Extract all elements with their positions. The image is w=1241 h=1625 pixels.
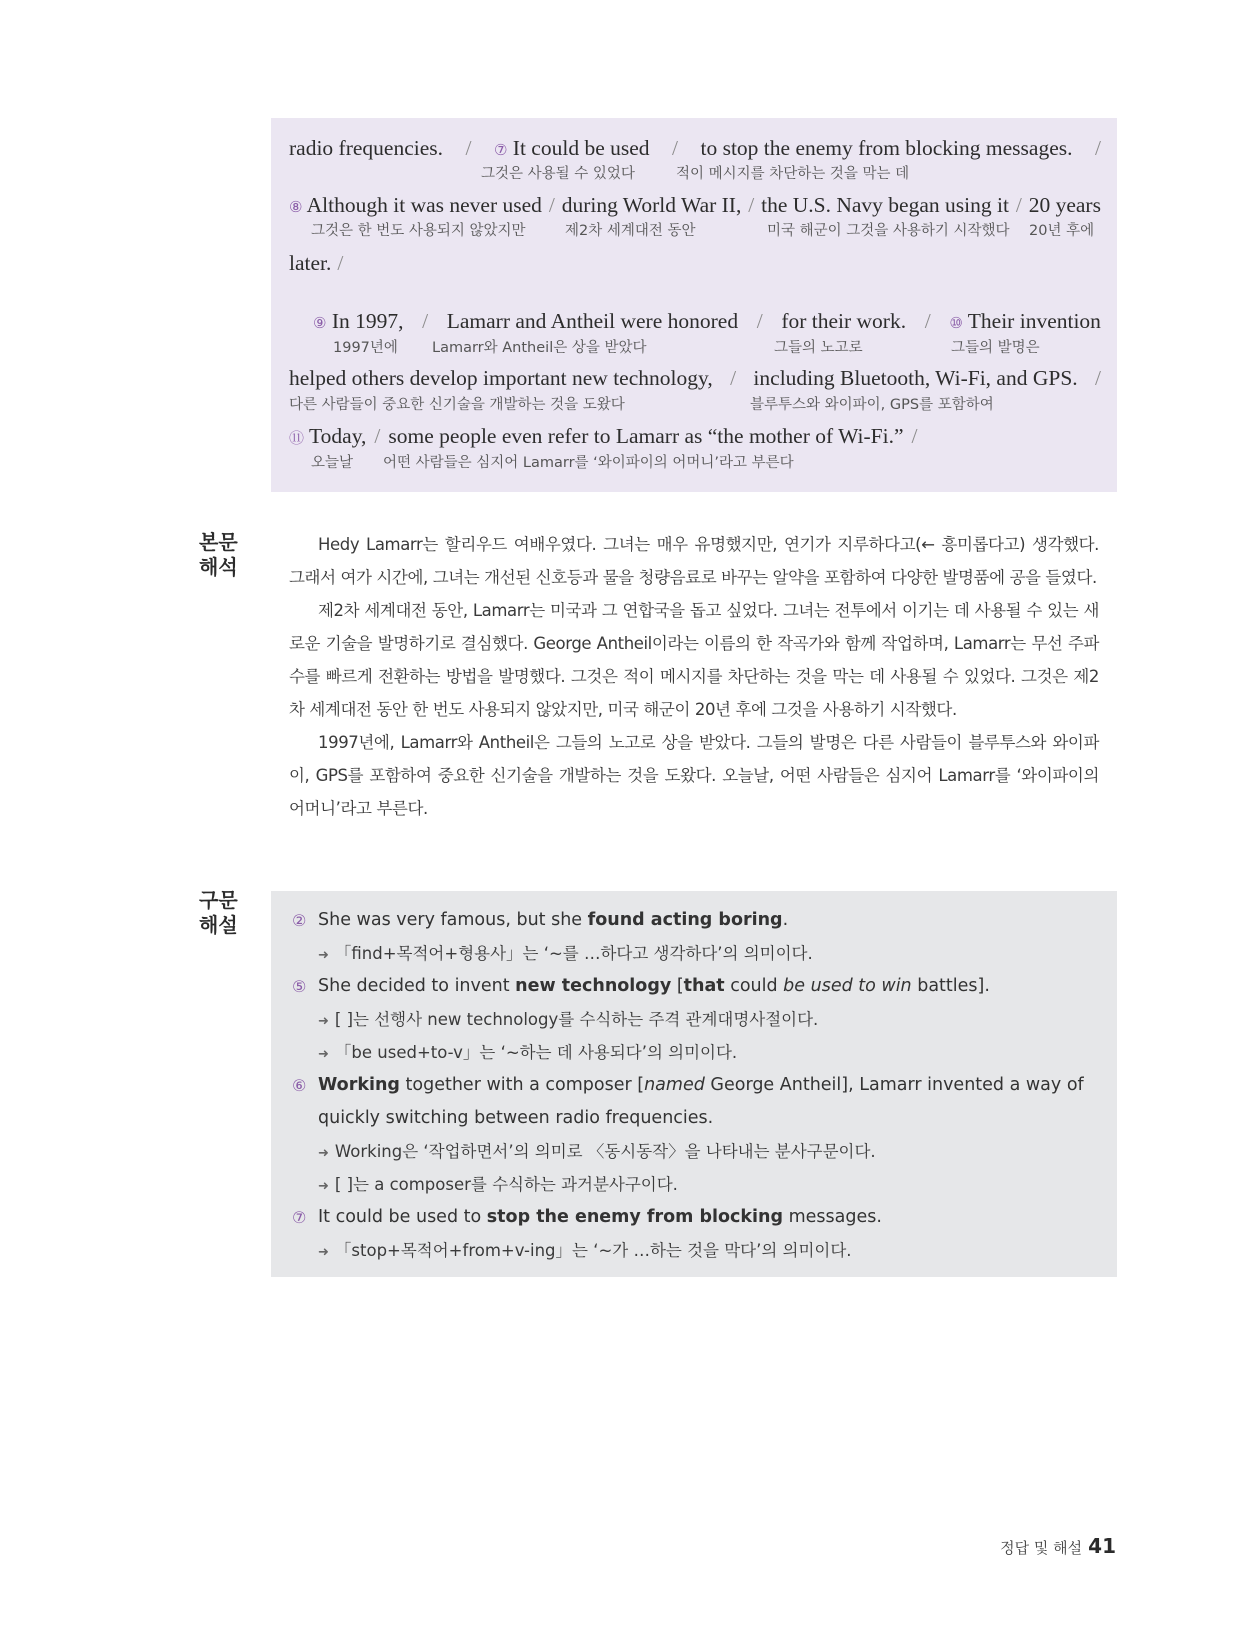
reading-line-2: ⑧ Although it was never used / during World War II, / the U.S. Navy began using it / 20 years (289, 193, 1101, 217)
translation-paragraph: 1997년에, Lamarr와 Antheil은 그들의 노고로 상을 받았다. 그들의 발명은 다른 사람들이 블루투스와 와이파이, GPS를 포함하여 중요한 신기술을 개발하는 것을 도왔다. 오늘날, 어떤 사람들은 심지어 Lamarr를 ‘와이파이의 어머니’라고 부른다. (289, 733, 1099, 818)
syntax-explanation: ➜ 「stop+목적어+from+v-ing」는 ‘~가 …하는 것을 막다’의 의미이다. (318, 1241, 852, 1260)
gloss: 제2차 세계대전 동안 (565, 223, 696, 239)
syntax-explanation: ➜ Working은 ‘작업하면서’의 의미로 〈동시동작〉을 나타내는 분사구문이다. (318, 1142, 876, 1161)
gloss: 그들의 노고로 (774, 340, 863, 356)
gloss: 미국 해군이 그것을 사용하기 시작했다 (767, 223, 1010, 239)
translation-label: 본문 해석 (199, 530, 238, 579)
syntax-sentence: ⑥ Working together with a composer [named George Antheil], Lamarr invented a way of (292, 1075, 1084, 1095)
syntax-explanation: ➜ 「be used+to-v」는 ‘~하는 데 사용되다’의 의미이다. (318, 1043, 738, 1062)
gloss: 적이 메시지를 차단하는 것을 막는 데 (676, 166, 910, 182)
sentence-number: ⑧ (289, 198, 303, 216)
gloss: 오늘날 (311, 455, 354, 471)
arrow-icon: ➜ (318, 1047, 329, 1062)
syntax-explanation: ➜ [ ]는 a composer를 수식하는 과거분사구이다. (318, 1175, 678, 1194)
arrow-icon: ➜ (318, 1014, 329, 1029)
gloss: 블루투스와 와이파이, GPS를 포함하여 (750, 397, 994, 413)
syntax-label: 구문 해설 (199, 888, 238, 937)
sentence-number: ⑩ (949, 314, 963, 332)
gloss: 다른 사람들이 중요한 신기술을 개발하는 것을 도왔다 (289, 397, 625, 413)
syntax-sentence: ⑤ She decided to invent new technology [that could be used to win battles]. (292, 976, 990, 996)
syntax-sentence: ② She was very famous, but she found acting boring. (292, 910, 789, 930)
gloss: 20년 후에 (1029, 223, 1095, 239)
syntax-explanation: ➜ 「find+목적어+형용사」는 ‘~를 …하다고 생각하다’의 의미이다. (318, 944, 813, 963)
translation-paragraph: 제2차 세계대전 동안, Lamarr는 미국과 그 연합국을 돕고 싶었다. 그녀는 전투에서 이기는 데 사용될 수 있는 새로운 기술을 발명하기로 결심했다. George Antheil이라는 이름의 한 작곡가와 함께 작업하며, Lamarr는 무선 주파수를 빠르게 전환하는 방법을 발명했다. 그것은 적이 메시지를 차단하는 것을 막는 데 사용될 수 있었다. 그것은 제2차 세계대전 동안 한 번도 사용되지 않았지만, 미국 해군이 20년 후에 그것을 사용하기 시작했다. (289, 601, 1099, 719)
gloss: 그들의 발명은 (951, 340, 1040, 356)
page-footer (1000, 1534, 1116, 1558)
arrow-icon: ➜ (318, 1146, 329, 1161)
gloss: 1997년에 (333, 340, 398, 356)
gloss: 그것은 사용될 수 있었다 (481, 166, 635, 182)
arrow-icon: ➜ (318, 1179, 329, 1194)
arrow-icon: ➜ (318, 1245, 329, 1260)
sentence-number: ⑨ (313, 314, 327, 332)
syntax-explanation: ➜ [ ]는 선행사 new technology를 수식하는 주격 관계대명사절이다. (318, 1010, 819, 1029)
reading-line-1: radio frequencies. / ⑦ It could be used / to stop the enemy from blocking messages. / (289, 136, 1101, 160)
reading-line-4: ⑨ In 1997, / Lamarr and Antheil were honored / for their work. / ⑩ Their invention (313, 309, 1101, 333)
gloss: 그것은 한 번도 사용되지 않았지만 (311, 223, 526, 239)
gloss: 어떤 사람들은 심지어 Lamarr를 ‘와이파이의 어머니’라고 부른다 (383, 455, 794, 471)
footer-label: 정답 및 해설 (1000, 1539, 1083, 1557)
syntax-notes (292, 904, 1092, 1267)
sentence-number: ⑪ (289, 429, 305, 447)
reading-line-3: later. / (289, 251, 344, 275)
sentence-number: ⑦ (493, 141, 508, 159)
syntax-sentence: ⑦ It could be used to stop the enemy from blocking messages. (292, 1207, 882, 1227)
arrow-icon: ➜ (318, 948, 329, 963)
gloss: Lamarr와 Antheil은 상을 받았다 (432, 340, 647, 356)
syntax-sentence-continued: quickly switching between radio frequencies. (318, 1108, 714, 1128)
reading-line-6: ⑪ Today, / some people even refer to Lamarr as “the mother of Wi-Fi.” / (289, 424, 918, 448)
translation-paragraph: Hedy Lamarr는 할리우드 여배우였다. 그녀는 매우 유명했지만, 연기가 지루하다고(← 흥미롭다고) 생각했다. 그래서 여가 시간에, 그녀는 개선된 신호등과 물을 청량음료로 바꾸는 알약을 포함하여 다양한 발명품에 공을 들였다. (289, 535, 1099, 587)
translation-body (289, 528, 1099, 825)
reading-line-5: helped others develop important new technology, / including Bluetooth, Wi-Fi, and GPS. / (289, 366, 1101, 390)
page-number: 41 (1088, 1534, 1116, 1558)
